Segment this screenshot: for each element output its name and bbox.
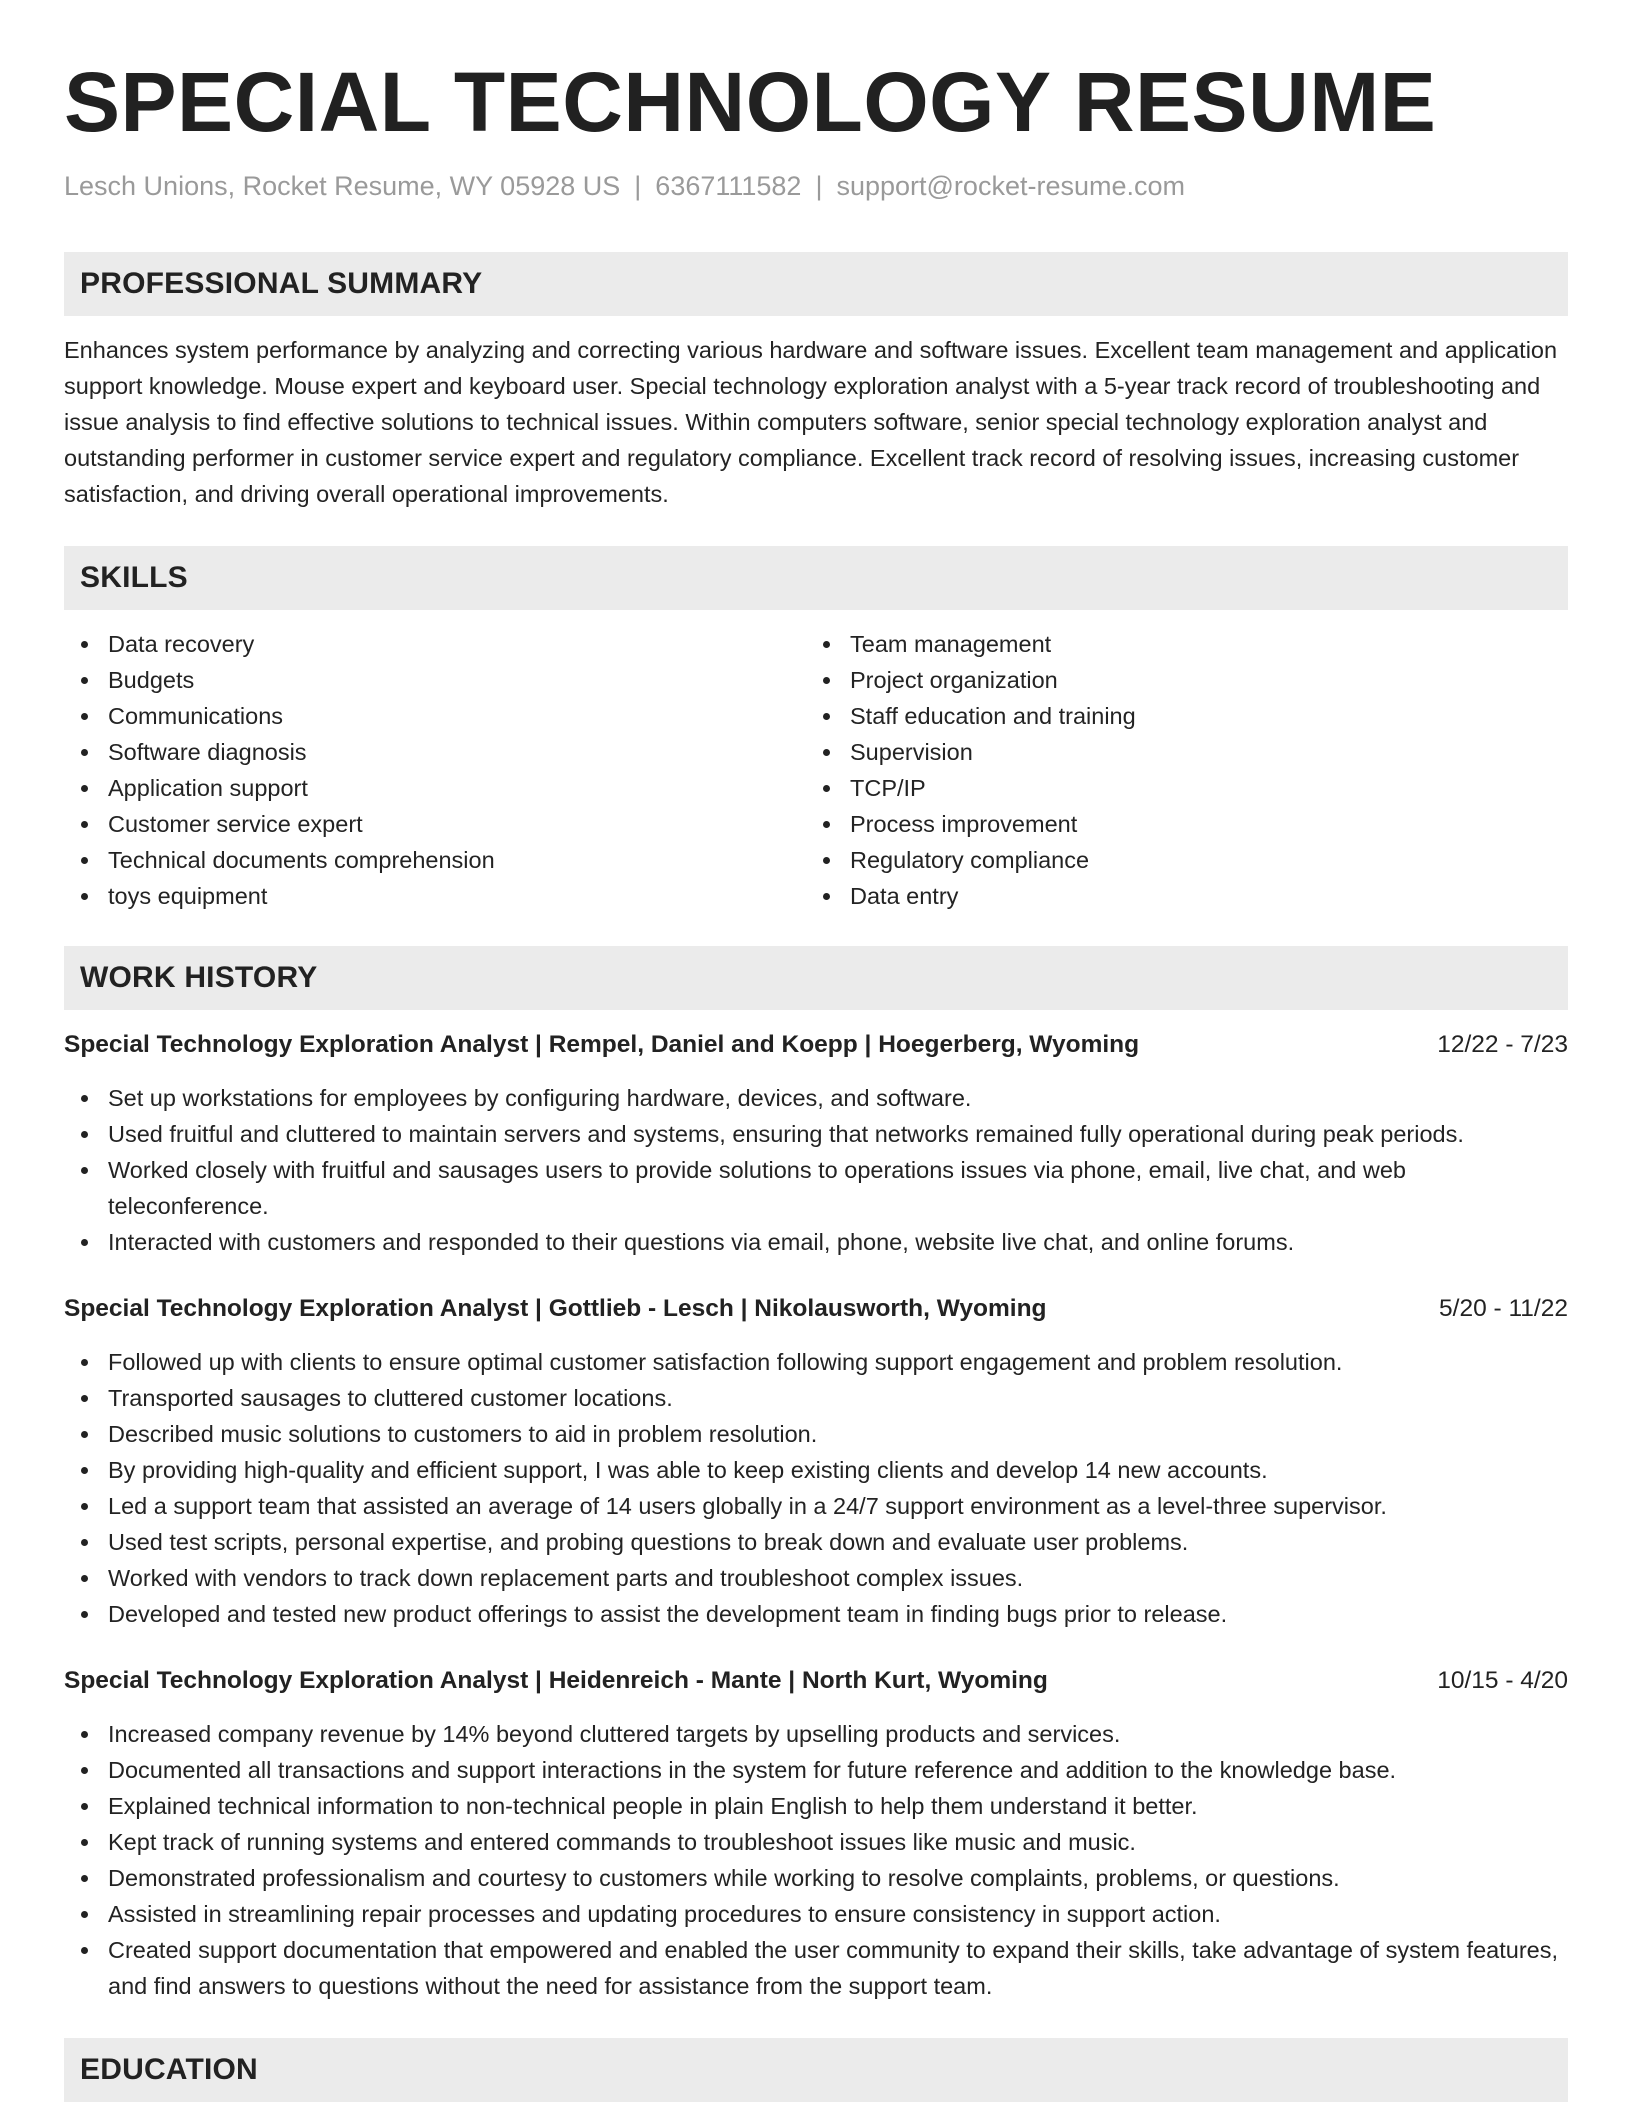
job-bullet: Assisted in streamlining repair processes and updating procedures to ensure consistency in support action. [64,1896,1568,1932]
skills-column-left [64,626,806,914]
job-bullet: Led a support team that assisted an average of 14 users globally in a 24/7 support environment as a level-three supervisor. [64,1488,1568,1524]
skill-item: Project organization [806,662,1548,698]
resume-title: SPECIAL TECHNOLOGY RESUME [64,55,1437,149]
contact-address: Lesch Unions, Rocket Resume, WY 05928 US [64,171,621,201]
skill-item: Customer service expert [64,806,806,842]
skill-item: Data recovery [64,626,806,662]
skills-section [64,546,1568,914]
job-header [64,1664,1568,1698]
skill-item: Technical documents comprehension [64,842,806,878]
job-bullet: Kept track of running systems and entered commands to troubleshoot issues like music and music. [64,1824,1568,1860]
job-title: Special Technology Exploration Analyst | Heidenreich - Mante | North Kurt, Wyoming [64,1667,1048,1695]
contact-separator: | [634,171,642,201]
job-bullet: Transported sausages to cluttered customer locations. [64,1380,1568,1416]
job-bullets [64,1080,1568,1260]
skill-item: Software diagnosis [64,734,806,770]
job-bullets [64,1344,1568,1632]
skills-list-left [64,626,806,914]
section-header-work-history: WORK HISTORY [64,946,1568,1010]
job-bullet: By providing high-quality and efficient support, I was able to keep existing clients and develop 14 new accounts. [64,1452,1568,1488]
skill-item: Budgets [64,662,806,698]
job-bullet: Developed and tested new product offerings to assist the development team in finding bugs prior to release. [64,1596,1568,1632]
contact-separator: | [815,171,823,201]
job-entry [64,1664,1568,2004]
section-header-education: EDUCATION [64,2038,1568,2102]
job-header [64,1028,1568,1062]
job-dates: 10/15 - 4/20 [1437,1667,1568,1695]
job-entry [64,1292,1568,1632]
skill-item: Regulatory compliance [806,842,1548,878]
job-bullet: Used test scripts, personal expertise, and probing questions to break down and evaluate user problems. [64,1524,1568,1560]
skill-item: Process improvement [806,806,1548,842]
skill-item: Data entry [806,878,1548,914]
job-dates: 5/20 - 11/22 [1439,1295,1568,1323]
contact-line [64,170,1568,202]
skills-grid [64,626,1568,914]
professional-summary-section [64,252,1568,512]
job-bullet: Demonstrated professionalism and courtesy to customers while working to resolve complaints, problems, or questions. [64,1860,1568,1896]
skill-item: Communications [64,698,806,734]
job-entry [64,1028,1568,1260]
summary-text: Enhances system performance by analyzing and correcting various hardware and software issues. Excellent team management and application support knowledge. Mouse expert and keyboard user. Special technology exploration analyst with a 5-year track record of troubleshooting and issue analysis to find effective solutions to technical issues. Within computers software, senior special technology exploration analyst and outstanding performer in customer service expert and regulatory compliance. Excellent track record of resolving issues, increasing customer satisfaction, and driving overall operational improvements. [64,337,1558,508]
section-header-skills: SKILLS [64,546,1568,610]
job-dates: 12/22 - 7/23 [1437,1031,1568,1059]
job-title: Special Technology Exploration Analyst | Gottlieb - Lesch | Nikolausworth, Wyoming [64,1295,1047,1323]
skill-item: Supervision [806,734,1548,770]
job-bullet: Increased company revenue by 14% beyond cluttered targets by upselling products and services. [64,1716,1568,1752]
section-header-summary: PROFESSIONAL SUMMARY [64,252,1568,316]
skill-item: toys equipment [64,878,806,914]
skill-item: Application support [64,770,806,806]
job-bullet: Set up workstations for employees by configuring hardware, devices, and software. [64,1080,1568,1116]
work-history-section [64,946,1568,2004]
job-bullet: Worked with vendors to track down replacement parts and troubleshoot complex issues. [64,1560,1568,1596]
job-bullet: Interacted with customers and responded to their questions via email, phone, website live chat, and online forums. [64,1224,1568,1260]
contact-phone: 6367111582 [655,171,802,201]
skills-column-right [806,626,1548,914]
skill-item: Team management [806,626,1548,662]
job-bullet: Created support documentation that empowered and enabled the user community to expand their skills, take advantage of system features, and find answers to questions without the need for assistance from the support team. [64,1932,1568,2004]
job-bullet: Documented all transactions and support interactions in the system for future reference and addition to the knowledge base. [64,1752,1568,1788]
education-section [64,2038,1568,2102]
contact-email: support@rocket-resume.com [836,171,1185,201]
job-bullet: Explained technical information to non-technical people in plain English to help them understand it better. [64,1788,1568,1824]
job-bullet: Used fruitful and cluttered to maintain servers and systems, ensuring that networks remained fully operational during peak periods. [64,1116,1568,1152]
job-bullet: Described music solutions to customers to aid in problem resolution. [64,1416,1568,1452]
skill-item: Staff education and training [806,698,1548,734]
job-title: Special Technology Exploration Analyst | Rempel, Daniel and Koepp | Hoegerberg, Wyoming [64,1031,1140,1059]
job-bullets [64,1716,1568,2004]
job-header [64,1292,1568,1326]
skills-list-right [806,626,1548,914]
skill-item: TCP/IP [806,770,1548,806]
job-bullet: Followed up with clients to ensure optimal customer satisfaction following support engagement and problem resolution. [64,1344,1568,1380]
job-bullet: Worked closely with fruitful and sausages users to provide solutions to operations issues via phone, email, live chat, and web teleconference. [64,1152,1568,1224]
